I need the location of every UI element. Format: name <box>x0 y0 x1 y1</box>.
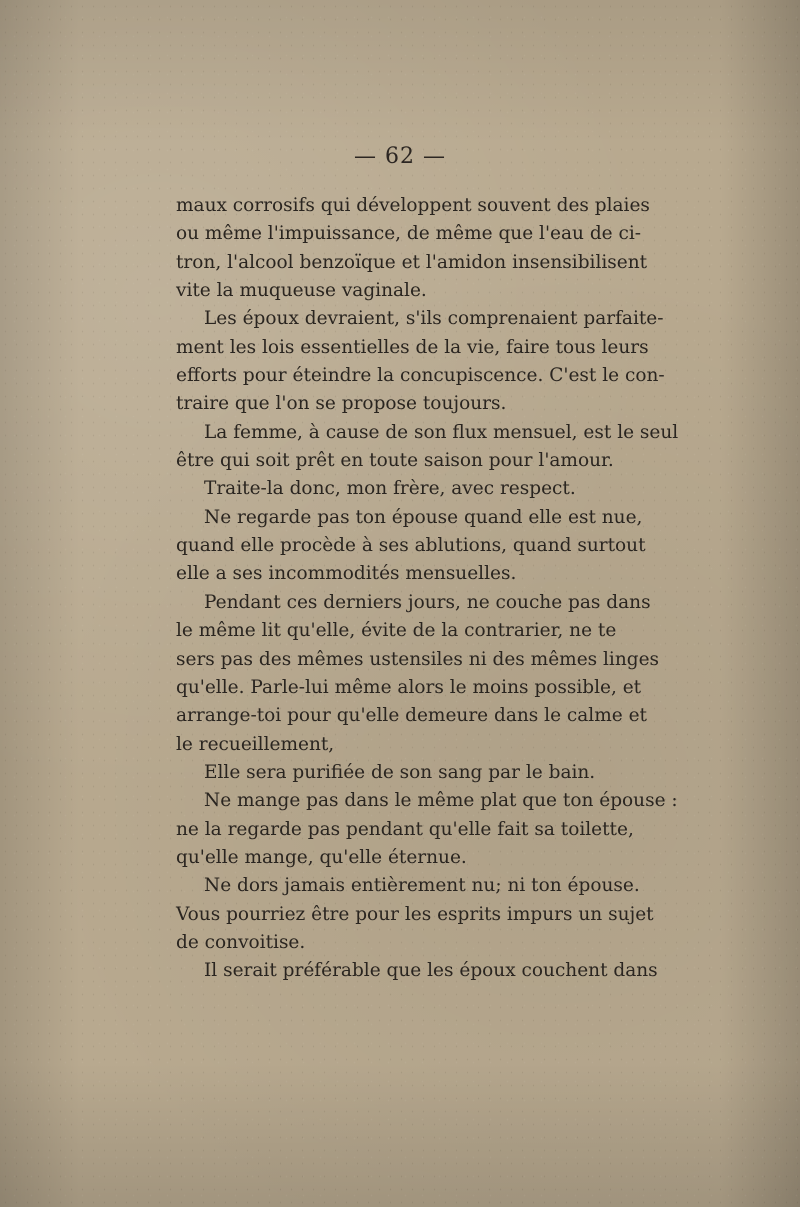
text-line: qu'elle. Parle-lui même alors le moins possible, et <box>176 676 642 698</box>
text-line: ou même l'impuissance, de même que l'eau de ci- <box>176 223 642 245</box>
paragraph-start-line: Pendant ces derniers jours, ne couche pas dans <box>204 591 651 613</box>
paragraph-start-line: Ne mange pas dans le même plat que ton épouse : <box>204 790 678 812</box>
paragraph-start-line: Les époux devraient, s'ils comprenaient parfaite- <box>204 308 664 330</box>
text-line: elle a ses incommodités mensuelles. <box>176 563 517 585</box>
text-line: maux corrosifs qui développent souvent des plaies <box>176 195 650 216</box>
text-line: vite la muqueuse vaginale. <box>176 280 427 302</box>
text-line: qu'elle mange, qu'elle éternue. <box>176 846 467 868</box>
paragraph-start-line: Ne dors jamais entièrement nu; ni ton épouse. <box>204 875 640 897</box>
text-line: le même lit qu'elle, évite de la contrarier, ne te <box>176 620 617 642</box>
text-line: arrange-toi pour qu'elle demeure dans le calme et <box>176 705 647 727</box>
paragraph-start-line: Il serait préférable que les époux couchent dans <box>204 960 658 982</box>
paragraph-start-line: Elle sera purifiée de son sang par le bain. <box>204 761 596 783</box>
page-number: — 62 — <box>354 144 446 169</box>
paragraph-start-line: La femme, à cause de son flux mensuel, est le seul <box>204 421 679 443</box>
text-line: ment les lois essentielles de la vie, faire tous leurs <box>176 336 649 358</box>
text-line: tron, l'alcool benzoïque et l'amidon insensibilisent <box>176 251 648 273</box>
text-line: sers pas des mêmes ustensiles ni des mêmes linges <box>176 648 660 670</box>
text-line: Vous pourriez être pour les esprits impurs un sujet <box>176 903 654 925</box>
text-line: le recueillement, <box>176 733 335 755</box>
text-line: de convoitise. <box>176 931 306 953</box>
text-line: efforts pour éteindre la concupiscence. C'est le con- <box>176 365 665 387</box>
paragraph-start-line: Ne regarde pas ton épouse quand elle est nue, <box>204 506 643 528</box>
text-line: être qui soit prêt en toute saison pour l'amour. <box>176 450 614 472</box>
text-line: ne la regarde pas pendant qu'elle fait sa toilette, <box>176 818 634 840</box>
body-text <box>176 192 682 986</box>
text-line: traire que l'on se propose toujours. <box>176 393 507 415</box>
text-line: quand elle procède à ses ablutions, quand surtout <box>176 535 646 557</box>
paragraph-start-line: Traite-la donc, mon frère, avec respect. <box>204 478 576 500</box>
